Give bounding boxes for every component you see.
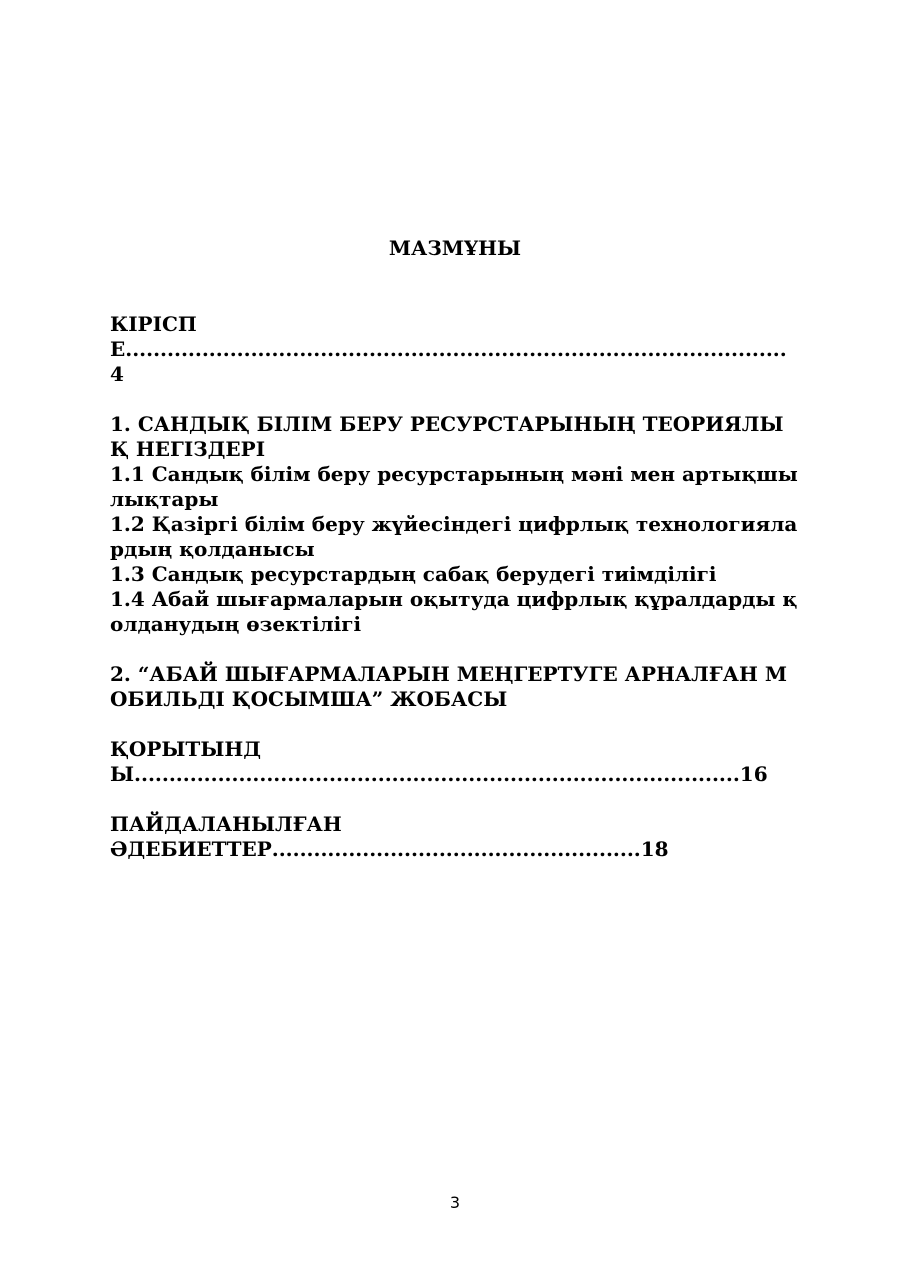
page-title: МАЗМҰНЫ [388, 236, 522, 260]
toc-section-2-heading: 2. “АБАЙ ШЫҒАРМАЛАРЫН МЕҢГЕРТУГЕ АРНАЛҒАН МОБИЛЬДІ ҚОСЫМША” ЖОБАСЫ [110, 662, 787, 711]
toc-item-1-4: 1.4 Абай шығармаларын оқытуда цифрлық құралдарды қолданудың өзектілігі [110, 587, 798, 636]
toc-spacer [110, 712, 800, 737]
toc-section-1-heading: 1. САНДЫҚ БІЛІМ БЕРУ РЕСУРСТАРЫНЫҢ ТЕОРИЯЛЫҚ НЕГІЗДЕРІ [110, 412, 784, 461]
toc-item-1-1: 1.1 Сандық білім беру ресурстарының мәні мен артықшылықтары [110, 462, 798, 511]
toc-references-line-2: ӘДЕБИЕТТЕР.....................................................18 [110, 837, 669, 861]
toc-item-1-2: 1.2 Қазіргі білім беру жүйесіндегі цифрлық технологиялардың қолданысы [110, 512, 798, 561]
toc-item-1-3: 1.3 Сандық ресурстардың сабақ берудегі тиімділігі [110, 562, 717, 586]
table-of-contents [110, 312, 800, 862]
toc-intro: КІРІСПЕ...............................................................................................4 [110, 312, 787, 386]
page-number: 3 [449, 1193, 461, 1212]
toc-spacer [110, 787, 800, 812]
toc-spacer [110, 387, 800, 412]
toc-spacer [110, 637, 800, 662]
toc-conclusion: ҚОРЫТЫНДЫ.......................................................................................16 [110, 737, 768, 786]
toc-references-line-1: ПАЙДАЛАНЫЛҒАН [110, 812, 342, 836]
